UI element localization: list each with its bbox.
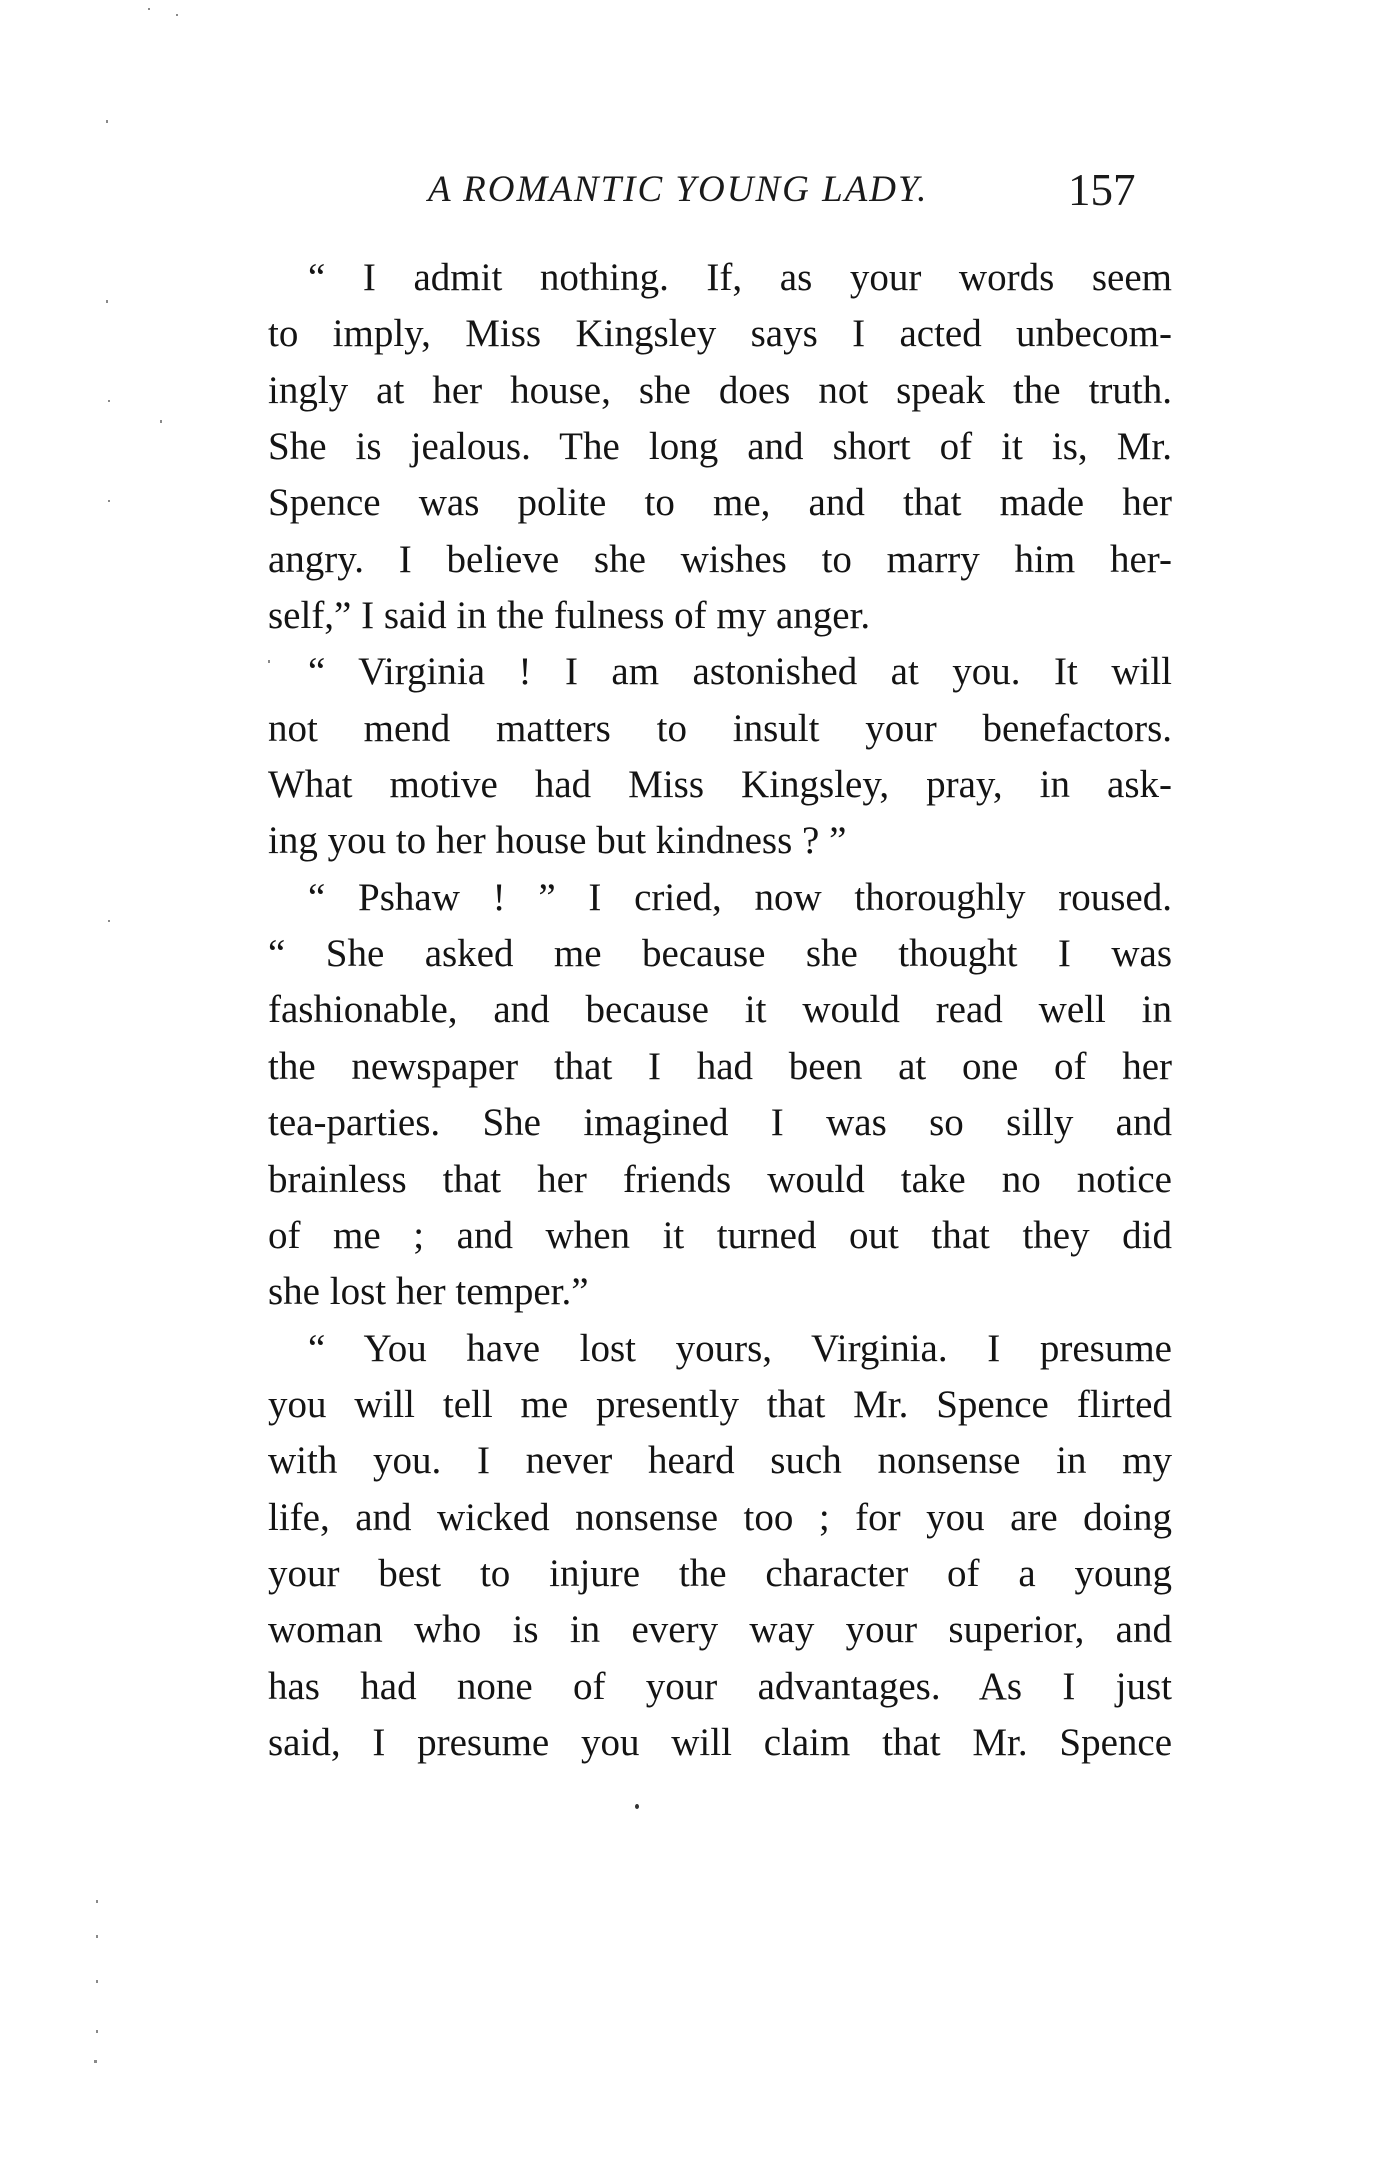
gutter-mark [160, 420, 162, 423]
gutter-mark [108, 920, 110, 922]
text-line: said, I presume you will claim that Mr. Spence [268, 1720, 1172, 1764]
text-line: angry. I believe she wishes to marry him her- [268, 537, 1172, 581]
gutter-mark [106, 120, 108, 123]
running-head [268, 160, 1168, 220]
text-line: What motive had Miss Kingsley, pray, in ask- [268, 763, 1172, 807]
paragraph-4 [268, 1321, 1172, 1772]
text-line: of me ; and when it turned out that they did [268, 1213, 1172, 1257]
text-line: self,” I said in the fulness of my anger. [268, 594, 871, 638]
page-number: 157 [1068, 165, 1136, 215]
text-line: fashionable, and because it would read well in [268, 988, 1172, 1032]
gutter-mark [96, 1900, 98, 1903]
text-line: life, and wicked nonsense too ; for you are doing [268, 1495, 1172, 1539]
gutter-mark [268, 660, 270, 663]
text-line: she lost her temper.” [268, 1270, 589, 1314]
text-line: “ Virginia ! I am astonished at you. It will [308, 650, 1172, 694]
text-line: your best to injure the character of a young [268, 1551, 1172, 1595]
paragraph-1 [268, 250, 1172, 644]
text-line: ing you to her house but kindness ? ” [268, 819, 847, 863]
gutter-mark [148, 8, 150, 10]
gutter-mark [96, 1935, 98, 1938]
gutter-mark [96, 2030, 98, 2033]
text-line: “ I admit nothing. If, as your words seem [308, 256, 1172, 299]
text-line: “ Pshaw ! ” I cried, now thoroughly roused. [308, 875, 1172, 919]
running-title: A ROMANTIC YOUNG LADY. [428, 169, 929, 210]
text-line: woman who is in every way your superior, and [268, 1608, 1172, 1652]
text-line: ingly at her house, she does not speak the truth. [268, 368, 1172, 412]
body-text [268, 250, 1172, 1771]
text-line: the newspaper that I had been at one of her [268, 1044, 1172, 1088]
text-line: not mend matters to insult your benefactors. [268, 706, 1172, 750]
text-line: has had none of your advantages. As I just [268, 1664, 1172, 1708]
text-line: “ You have lost yours, Virginia. I presume [308, 1326, 1172, 1370]
text-line: with you. I never heard such nonsense in my [268, 1439, 1172, 1483]
gutter-mark [94, 2060, 97, 2063]
gutter-mark [176, 14, 178, 16]
text-line: to imply, Miss Kingsley says I acted unbecom- [268, 312, 1172, 356]
paragraph-2 [268, 644, 1172, 869]
text-line: “ She asked me because she thought I was [268, 932, 1172, 976]
text-line: brainless that her friends would take no notice [268, 1157, 1172, 1201]
gutter-mark [106, 300, 108, 303]
text-line: you will tell me presently that Mr. Spence flirted [268, 1382, 1172, 1426]
text-line: She is jealous. The long and short of it is, Mr. [268, 425, 1172, 469]
footer-dot [635, 1804, 639, 1809]
gutter-mark [96, 1980, 98, 1983]
gutter-mark [108, 500, 110, 502]
paragraph-3 [268, 870, 1172, 1321]
gutter-mark [108, 400, 110, 402]
text-line: tea-parties. She imagined I was so silly and [268, 1101, 1172, 1145]
text-line: Spence was polite to me, and that made her [268, 481, 1172, 525]
